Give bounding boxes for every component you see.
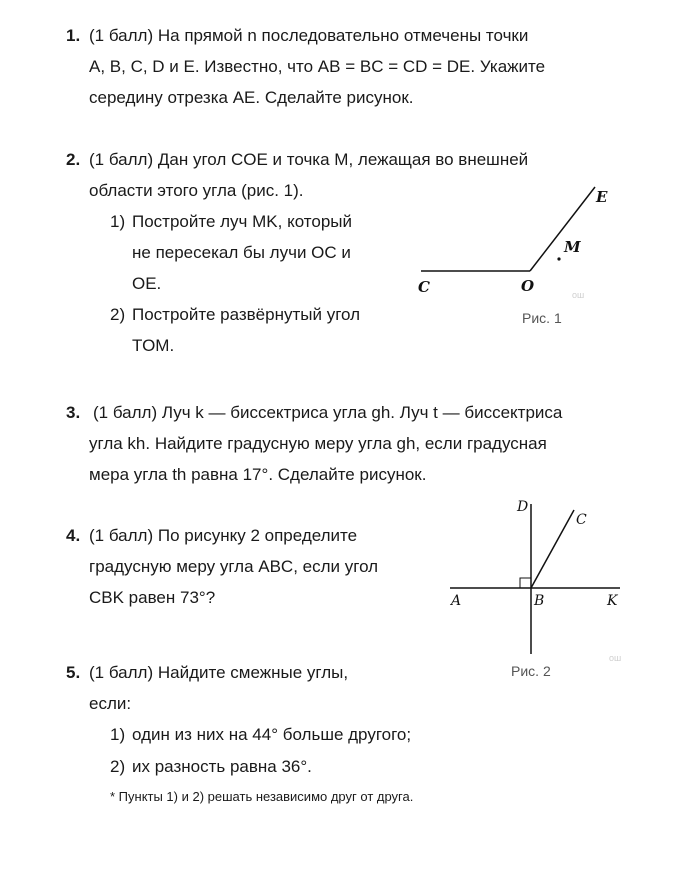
problem-5-sub-2-label: 2) [110,757,126,776]
label-o: O [521,277,535,295]
figure-1 [415,185,615,315]
problem-2-number: 2. [66,150,81,169]
figure-1-watermark: ош [572,290,585,300]
problem-5-line-2: если: [89,694,132,713]
label-a: A [451,593,462,609]
label-m: M [564,238,581,256]
label-e: E [596,188,608,206]
problem-2-sub-2-label: 2) [110,305,126,324]
label-k: K [607,593,618,609]
figure-1-caption: Рис. 1 [522,310,562,326]
problem-2-line-1: (1 балл) Дан угол COE и точка M, лежащая во внешней [89,150,529,169]
figure-2-watermark: ош [609,653,622,663]
point-m [557,257,560,260]
label-c: C [418,278,430,296]
problem-4-number: 4. [66,526,81,545]
label-c: C [576,512,587,528]
problem-1-line-2: A, B, C, D и E. Известно, что AB = BC = CD = DE. Укажите [89,57,546,76]
problem-1-line-3: середину отрезка AE. Сделайте рисунок. [89,88,414,107]
ray-oe [530,187,595,271]
problem-5-line-1: (1 балл) Найдите смежные углы, [89,663,349,682]
figure-2-caption: Рис. 2 [511,663,551,679]
problem-3-line-3: мера угла th равна 17°. Сделайте рисунок. [89,465,427,484]
problem-5-sub-1-label: 1) [110,725,126,744]
problem-2-sub-1-line-3: OE. [132,274,162,293]
problem-4-line-2: градусную меру угла ABC, если угол [89,557,379,576]
problem-2-sub-1-label: 1) [110,212,126,231]
problem-5-sub-1-line-1: один из них на 44° больше другого; [132,725,412,744]
problem-1-number: 1. [66,26,81,45]
problem-2-sub-1-line-2: не пересекал бы лучи OC и [132,243,351,262]
problem-2-sub-2-line-1: Постройте развёрнутый угол [132,305,361,324]
label-b: B [534,593,545,609]
problem-3-line-1: (1 балл) Луч k — биссектриса угла gh. Луч t — биссектриса [93,403,563,422]
problem-3-line-2: угла kh. Найдите градусную меру угла gh, если градусная [89,434,547,453]
ray-bc [531,510,574,588]
problem-3-number: 3. [66,403,81,422]
problem-1-line-1: (1 балл) На прямой n последовательно отмечены точки [89,26,529,45]
problem-4-line-3: CBK равен 73°? [89,588,216,607]
problem-5-note: * Пункты 1) и 2) решать независимо друг от друга. [110,789,414,804]
label-d: D [517,499,529,515]
problem-5-number: 5. [66,663,81,682]
right-angle-mark [520,578,531,588]
problem-4-line-1: (1 балл) По рисунку 2 определите [89,526,358,545]
problem-2-sub-1-line-1: Постройте луч MK, который [132,212,353,231]
figure-2 [448,496,628,666]
problem-5-sub-2-line-1: их разность равна 36°. [132,757,312,776]
problem-2-sub-2-line-2: TOM. [132,336,175,355]
problem-2-line-2: области этого угла (рис. 1). [89,181,304,200]
